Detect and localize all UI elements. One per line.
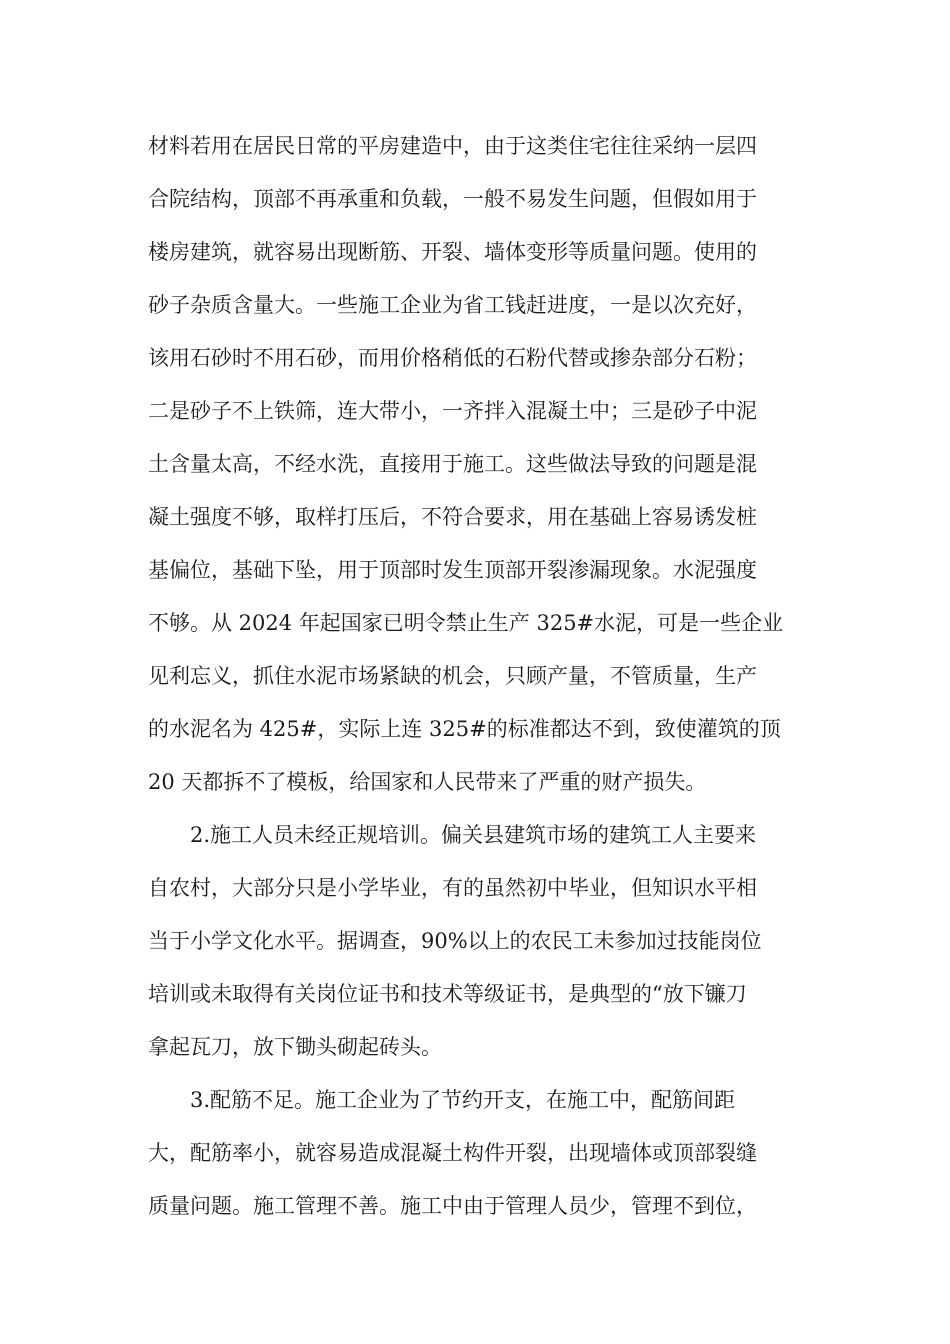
- text-line: 见利忘义，抓住水泥市场紧缺的机会，只顾产量，不管质量，生产: [148, 664, 757, 688]
- text-line: 不够。从 2024 年起国家已明令禁止生产 325#水泥，可是一些企业: [148, 611, 784, 635]
- text-line: 凝土强度不够，取样打压后，不符合要求，用在基础上容易诱发桩: [148, 505, 757, 529]
- text-line: 砂子杂质含量大。一些施工企业为省工钱赶进度，一是以次充好，: [148, 293, 757, 317]
- text-line: 楼房建筑，就容易出现断筋、开裂、墙体变形等质量问题。使用的: [148, 240, 757, 264]
- text-line: 自农村，大部分只是小学毕业，有的虽然初中毕业，但知识水平相: [148, 876, 757, 900]
- paragraph-start-line: 2.施工人员未经正规培训。偏关县建筑市场的建筑工人主要来: [190, 823, 757, 847]
- text-line: 20 天都拆不了模板，给国家和人民带来了严重的财产损失。: [148, 770, 707, 794]
- text-line: 材料若用在居民日常的平房建造中，由于这类住宅往往采纳一层四: [148, 134, 757, 158]
- text-line: 的水泥名为 425#，实际上连 325#的标准都达不到，致使灌筑的顶: [148, 717, 781, 741]
- text-line: 大，配筋率小，就容易造成混凝土构件开裂，出现墙体或顶部裂缝: [148, 1141, 757, 1165]
- text-line: 当于小学文化水平。据调查，90%以上的农民工未参加过技能岗位: [148, 929, 762, 953]
- text-line: 该用石砂时不用石砂，而用价格稍低的石粉代替或掺杂部分石粉；: [148, 346, 757, 370]
- text-line: 土含量太高，不经水洗，直接用于施工。这些做法导致的问题是混: [148, 452, 757, 476]
- body-text: [148, 120, 808, 1233]
- text-line: 二是砂子不上铁筛，连大带小，一齐拌入混凝土中；三是砂子中泥: [148, 399, 757, 423]
- text-line: 合院结构，顶部不再承重和负载，一般不易发生问题，但假如用于: [148, 187, 757, 211]
- text-line: 拿起瓦刀，放下锄头砌起砖头。: [148, 1035, 442, 1059]
- text-line: 基偏位，基础下坠，用于顶部时发生顶部开裂渗漏现象。水泥强度: [148, 558, 757, 582]
- text-line: 培训或未取得有关岗位证书和技术等级证书，是典型的“放下镰刀: [148, 982, 747, 1006]
- text-line: 质量问题。施工管理不善。施工中由于管理人员少，管理不到位，: [148, 1194, 757, 1218]
- paragraph-start-line: 3.配筋不足。施工企业为了节约开支，在施工中，配筋间距: [190, 1088, 736, 1112]
